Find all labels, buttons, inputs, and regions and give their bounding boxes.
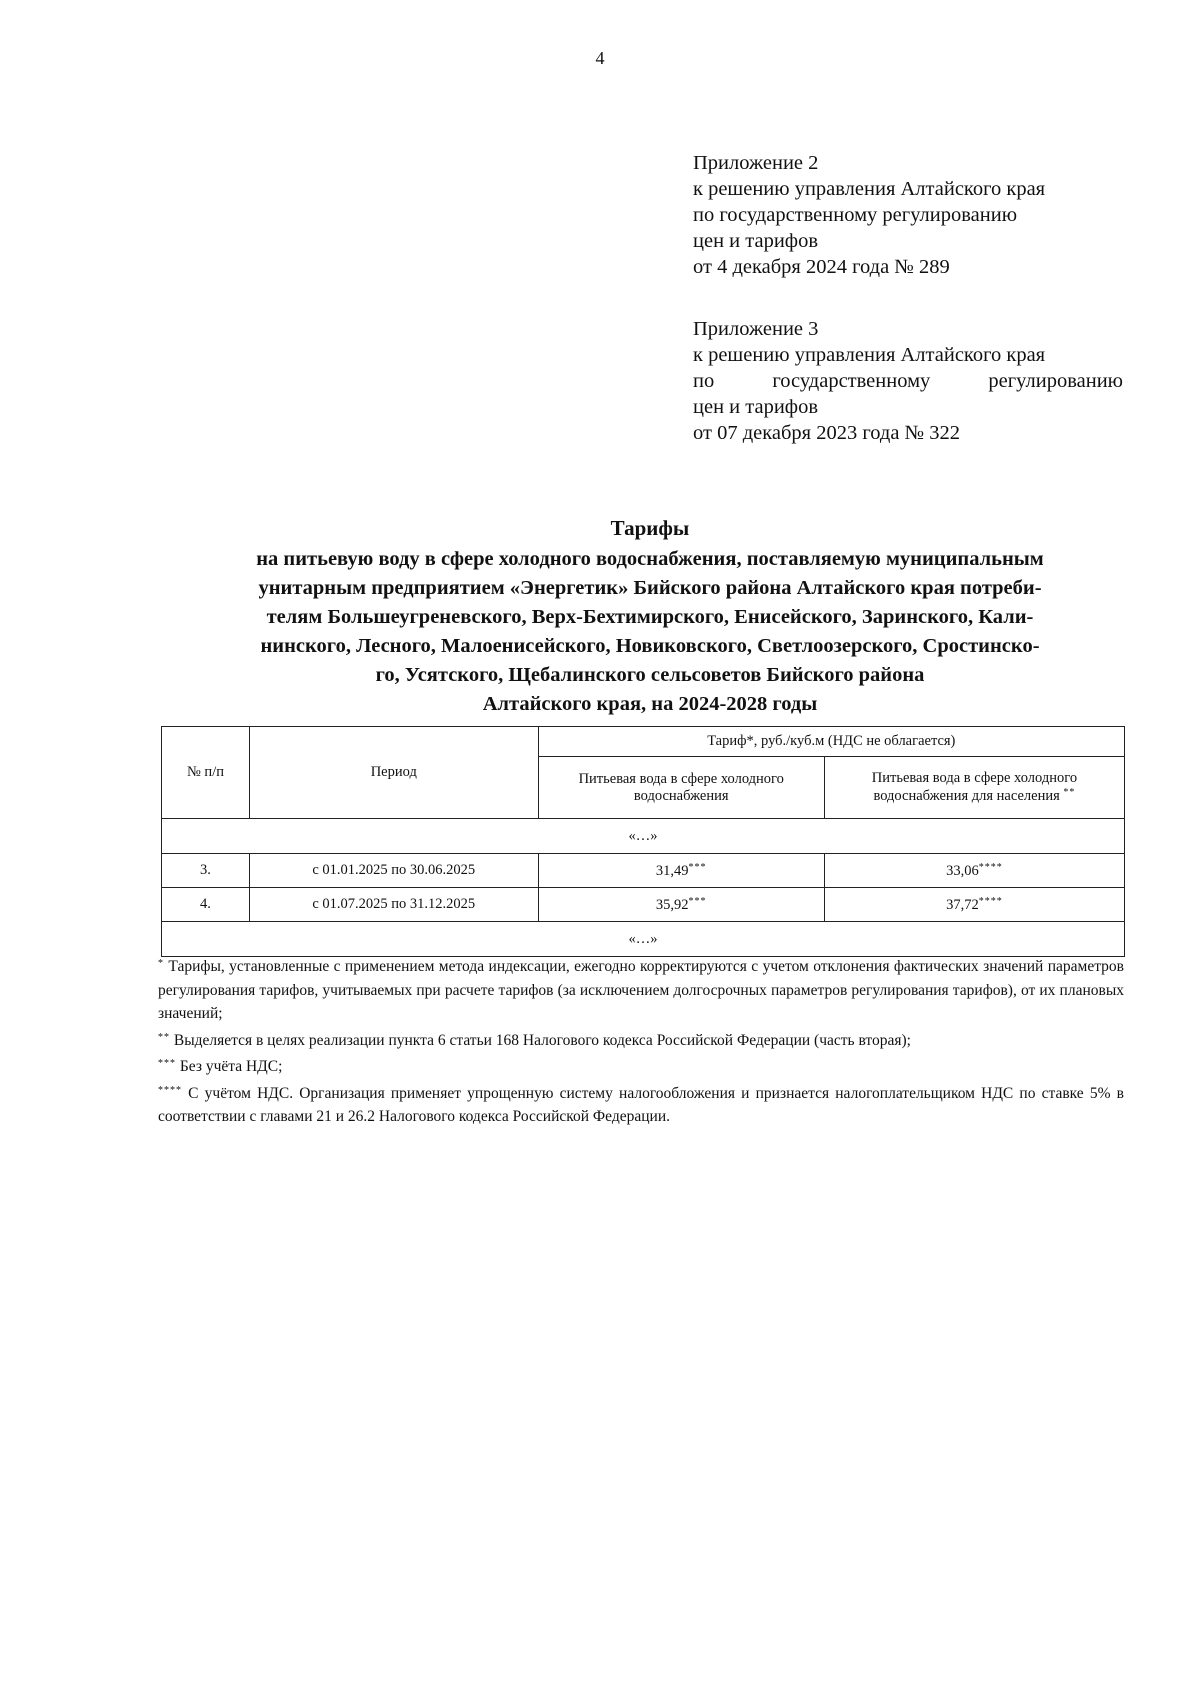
- footnote: [158, 1026, 1124, 1053]
- appendix-2-line: Приложение 2: [693, 152, 819, 174]
- appendix-3-line: цен и тарифов: [693, 396, 819, 418]
- footnote-mark: ***: [688, 895, 707, 907]
- table-row: [162, 854, 1125, 888]
- row-water-tariff: [538, 888, 824, 922]
- header-period: Период: [249, 727, 538, 819]
- footnote-text: Выделяется в целях реализации пункта 6 статьи 168 Налогового кодекса Российской Федерации (часть вторая);: [170, 1031, 911, 1049]
- title-line: телям Большеугреневского, Верх-Бехтимирского, Енисейского, Заринского, Кали-: [266, 606, 1034, 628]
- header-water-population-text: Питьевая вода в сфере холодного водоснабжения для населения: [871, 770, 1078, 804]
- appendix-2-line: к решению управления Алтайского края: [693, 178, 1046, 200]
- title-main: Тарифы: [610, 516, 690, 540]
- appendix-3-header: [693, 316, 1123, 446]
- footnote: [158, 1079, 1124, 1129]
- row-no: 3.: [162, 854, 250, 888]
- footnote: [158, 1052, 1124, 1079]
- title-line: го, Усятского, Щебалинского сельсоветов Бийского района: [375, 664, 925, 686]
- footnote-mark: ***: [688, 861, 707, 873]
- row-water-tariff: [538, 854, 824, 888]
- footnote-mark: ***: [158, 1058, 176, 1069]
- footnote-mark: ****: [978, 895, 1003, 907]
- page-number: 4: [595, 48, 605, 68]
- row-population-tariff: [824, 854, 1124, 888]
- table-ellipsis: «…»: [162, 922, 1125, 957]
- row-water-value: 35,92: [655, 896, 689, 913]
- appendix-2-line: по государственному регулированию: [693, 204, 1018, 226]
- appendix-3-line: по государственному регулированию: [693, 370, 1123, 392]
- appendix-3-line: от 07 декабря 2023 года № 322: [693, 422, 960, 444]
- header-no: № п/п: [162, 727, 250, 819]
- header-water: Питьевая вода в сфере холодного водоснабжения: [538, 757, 824, 819]
- footnote-mark: *: [158, 958, 164, 969]
- table-ellipsis: «…»: [162, 819, 1125, 854]
- document-title: [170, 514, 1130, 719]
- footnote-mark: ****: [158, 1084, 182, 1096]
- footnote-mark: **: [1063, 787, 1076, 798]
- tariffs-table: [161, 726, 1125, 957]
- row-no: 4.: [162, 888, 250, 922]
- footnotes: [158, 952, 1124, 1129]
- row-population-value: 33,06: [946, 862, 979, 879]
- row-water-value: 31,49: [655, 862, 689, 879]
- row-period: с 01.07.2025 по 31.12.2025: [249, 888, 538, 922]
- row-period: с 01.01.2025 по 30.06.2025: [249, 854, 538, 888]
- footnote-text: С учётом НДС. Организация применяет упрощенную систему налогообложения и признается налогоплательщиком НДС по ставке 5% в соответствии с главами 21 и 26.2 Налогового кодекса Российской Федерации.: [158, 1084, 1124, 1125]
- header-tariff: Тариф*, руб./куб.м (НДС не облагается): [538, 727, 1124, 757]
- appendix-2-line: цен и тарифов: [693, 230, 819, 252]
- appendix-2-header: [693, 150, 1123, 280]
- footnote-text: Тарифы, установленные с применением метода индексации, ежегодно корректируются с учетом отклонения фактических значений параметров регулирования тарифов, учитываемых при расчете тарифов (за исключением долгосрочных параметров регулирования тарифов), от их плановых значений;: [158, 958, 1124, 1022]
- appendix-3-line: к решению управления Алтайского края: [693, 344, 1046, 366]
- table-row: [162, 888, 1125, 922]
- title-line: унитарным предприятием «Энергетик» Бийского района Алтайского края потреби-: [258, 577, 1042, 599]
- title-line: Алтайского края, на 2024-2028 годы: [482, 693, 818, 715]
- appendix-2-line: от 4 декабря 2024 года № 289: [693, 256, 950, 278]
- title-line: на питьевую воду в сфере холодного водоснабжения, поставляемую муниципальным: [256, 548, 1044, 570]
- footnote-text: Без учёта НДС;: [176, 1058, 283, 1075]
- header-water-population: [824, 757, 1124, 819]
- footnote-mark: **: [158, 1031, 170, 1043]
- footnote: [158, 952, 1124, 1026]
- appendix-3-line: Приложение 3: [693, 318, 819, 340]
- row-population-value: 37,72: [946, 896, 979, 913]
- title-line: нинского, Лесного, Малоенисейского, Новиковского, Светлоозерского, Сростинско-: [260, 635, 1040, 657]
- footnote-mark: ****: [978, 861, 1003, 873]
- row-population-tariff: [824, 888, 1124, 922]
